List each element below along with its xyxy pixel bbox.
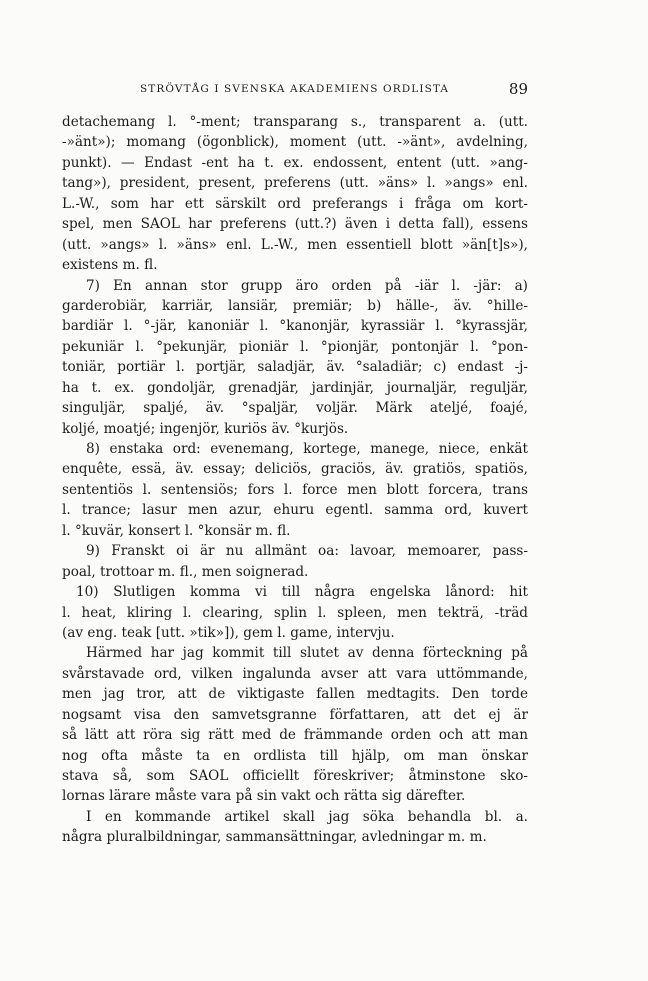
text-line: svårstavade ord, vilken ingalunda avser att vara uttömmande, — [62, 665, 528, 682]
text-line: men jag tror, att de viktigaste fallen medtagits. Den torde — [62, 686, 528, 703]
text-line: tang»), president, present, preferens (utt. »äns» l. »angs» enl. — [62, 175, 528, 192]
text-line: singuljär, spaljé, äv. °spaljär, voljär. Märk ateljé, foajé, — [62, 400, 528, 417]
text-line: l. trance; lasur men azur, ehuru egentl. samma ord, kuvert — [62, 502, 528, 519]
text-line: 8) enstaka ord: evenemang, kortege, manege, niece, enkät — [86, 441, 528, 457]
text-line: enquête, essä, äv. essay; deliciös, graciös, äv. gratiös, spatiös, — [62, 461, 528, 478]
text-line: existens m. fl. — [62, 257, 158, 274]
text-line: nogsamt visa den samvetsgranne författaren, att det ej är — [62, 706, 528, 723]
text-line: (av eng. teak [utt. »tik»]), gem l. game, intervju. — [62, 624, 395, 641]
text-line: garderobiär, karriär, lansiär, premiär; b) hälle-, äv. °hille- — [62, 297, 528, 314]
text-line: I en kommande artikel skall jag söka behandla bl. a. — [86, 808, 528, 825]
text-line: -»änt»); momang (ögonblick), moment (utt. -»änt», avdelning, — [62, 134, 528, 151]
text-line: l. heat, kliring l. clearing, splin l. spleen, men tekträ, -träd — [62, 604, 528, 621]
text-line: spel, men SAOL har preferens (utt.?) även i detta fall), essens — [62, 216, 528, 233]
page-number: 89 — [508, 80, 528, 98]
text-line: lornas lärare måste vara på sin vakt och rätta sig därefter. — [62, 788, 466, 805]
text-line: koljé, moatjé; ingenjör, kuriös äv. °kurjös. — [62, 420, 349, 437]
text-line: toniär, portiär l. portjär, saladjär, äv. °saladiär; c) endast -j- — [62, 359, 528, 376]
running-title: STRÖVTÅG I SVENSKA AKADEMIENS ORDLISTA — [140, 83, 450, 95]
text-line: stava så, som SAOL officiellt föreskriver; åtminstone sko- — [62, 768, 528, 784]
body-text — [62, 112, 528, 848]
text-line: 10) Slutligen komma vi till några engelska lånord: hit — [76, 584, 528, 601]
text-line: 7) En annan stor grupp äro orden på -iär l. -jär: a) — [86, 277, 528, 294]
text-line: L.-W., som har ett särskilt ord preferangs i fråga om kort- — [62, 195, 528, 212]
text-line: poal, trottoar m. fl., men soignerad. — [62, 563, 309, 580]
text-line: (utt. »angs» l. »äns» enl. L.-W., men essentiell blott »än[t]s»), — [62, 236, 528, 253]
text-line: bardiär l. °-jär, kanoniär l. °kanonjär, kyrassiär l. °kyrassjär, — [62, 318, 528, 335]
text-line: Härmed har jag kommit till slutet av denna förteckning på — [86, 645, 528, 662]
text-line: pekuniär l. °pekunjär, pioniär l. °pionjär, pontonjär l. °pon- — [62, 338, 528, 355]
text-line: l. °kuvär, konsert l. °konsär m. fl. — [62, 522, 291, 539]
text-line: 9) Franskt oi är nu allmänt oa: lavoar, memoarer, pass- — [86, 543, 528, 560]
text-line: några pluralbildningar, sammansättningar, avledningar m. m. — [62, 829, 487, 846]
text-line: punkt). — Endast -ent ha t. ex. endossent, entent (utt. »ang- — [62, 154, 528, 171]
text-line: sententiös l. sentensiös; fors l. force men blott forcera, trans — [62, 481, 528, 498]
page-header — [62, 80, 528, 100]
text-line: ha t. ex. gondoljär, grenadjär, jardinjär, journaljär, reguljär, — [62, 379, 528, 396]
text-line: detachemang l. °-ment; transparang s., transparent a. (utt. — [62, 114, 528, 130]
text-line: nog ofta måste ta en ordlista till hjälp, om man önskar — [62, 747, 528, 764]
text-line: så lätt att röra sig rätt med de främmande orden och att man — [62, 727, 528, 744]
